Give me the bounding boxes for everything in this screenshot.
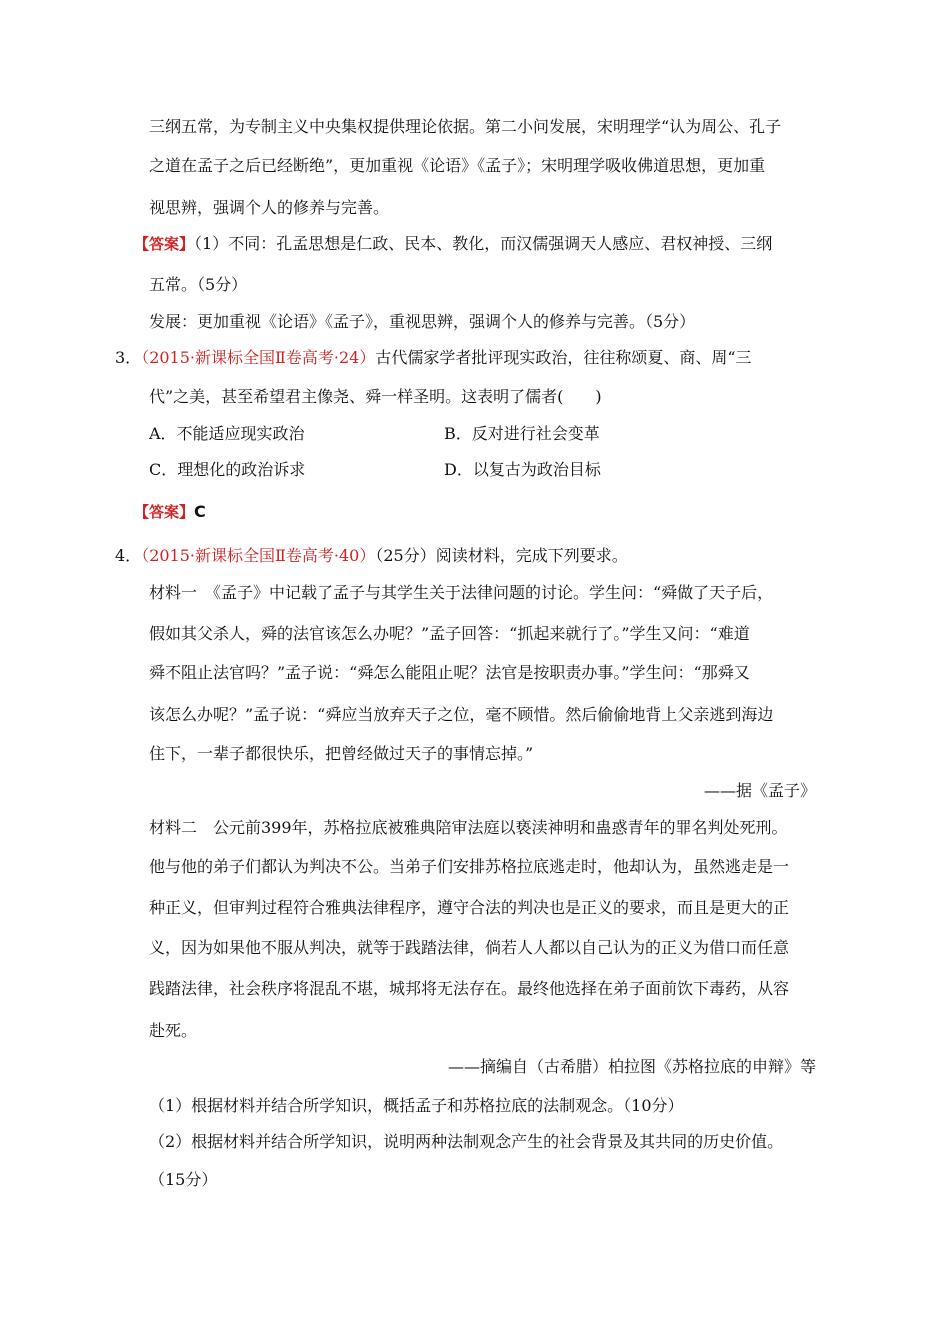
material-2-line: 践踏法律，社会秩序将混乱不堪，城邦将无法存在。最终他选择在弟子面前饮下毒药，从容 [149, 979, 790, 998]
answer-2-line-2: 五常。（5分） [149, 275, 248, 294]
requirement-2-score: （15分） [149, 1170, 218, 1189]
material-2-source: ——摘编自（古希腊）柏拉图《苏格拉底的申辩》等 [447, 1057, 816, 1076]
answer-tag: 【答案】 [134, 503, 195, 521]
material-1-line: 该怎么办呢？”孟子说：“舜应当放弃天子之位，毫不顾惜。然后偷偷地背上父亲逃到海边 [149, 705, 774, 724]
material-2-line: 义，因为如果他不服从判决，就等于践踏法律，倘若人人都以自己认为的正义为借口而任意 [149, 938, 790, 957]
question-4-source: （2015·新课标全国Ⅱ卷高考·40） [141, 546, 376, 565]
question-3-option-a: A．不能适应现实政治 [149, 424, 305, 443]
material-2-line: 他与他的弟子们都认为判决不公。当弟子们安排苏格拉底逃走时，他却认为，虽然逃走是一 [149, 857, 790, 876]
answer-tag: 【答案】 [134, 235, 195, 253]
question-3-number: 3． [115, 348, 142, 367]
question-3-answer-value: C [194, 502, 206, 521]
question-3-stem-line-1 [115, 347, 752, 369]
material-1-line: 住下，一辈子都很快乐，把曾经做过天子的事情忘掉。” [149, 744, 534, 763]
material-1-line: 假如其父杀人，舜的法官该怎么办呢？”孟子回答：“抓起来就行了。”学生又问：“难道 [149, 624, 750, 643]
answer-2-line-3: 发展：更加重视《论语》《孟子》，重视思辨，强调个人的修养与完善。（5分） [149, 312, 696, 331]
question-3-source: （2015·新课标全国Ⅱ卷高考·24） [141, 348, 376, 367]
material-2-line: 种正义，但审判过程符合雅典法律程序，遵守合法的判决也是正义的要求，而且是更大的正 [149, 898, 790, 917]
question-3-stem-line-2: 代”之美，甚至希望君主像尧、舜一样圣明。这表明了儒者( ) [149, 387, 602, 406]
material-2-line: 材料二 公元前399年，苏格拉底被雅典陪审法庭以亵渎神明和蛊惑青年的罪名判处死刑。 [149, 818, 788, 837]
material-1-line: 舜不阻止法官吗？”孟子说：“舜怎么能阻止呢？法官是按职责办事。”学生问：“那舜又 [149, 663, 750, 682]
requirement-1: （1）根据材料并结合所学知识，概括孟子和苏格拉底的法制观念。（10分） [149, 1096, 684, 1115]
answer-2-text-1: （1）不同：孔孟思想是仁政、民本、教化，而汉儒强调天人感应、君权神授、三纲 [194, 234, 773, 253]
question-3-option-c: C．理想化的政治诉求 [149, 460, 306, 479]
intro-line-2: 之道在孟子之后已经断绝”，更加重视《论语》《孟子》；宋明理学吸收佛道思想，更加重 [149, 156, 766, 175]
intro-line-1: 三纲五常，为专制主义中央集权提供理论依据。第二小问发展，宋明理学“认为周公、孔子 [149, 117, 782, 136]
material-1-source: ——据《孟子》 [703, 781, 816, 800]
requirement-2: （2）根据材料并结合所学知识，说明两种法制观念产生的社会背景及其共同的历史价值。 [149, 1132, 784, 1151]
question-3-option-b: B．反对进行社会变革 [444, 424, 600, 443]
question-3-answer [134, 501, 206, 523]
question-4-stem [115, 545, 628, 567]
question-3-stem-text-1: 古代儒家学者批评现实政治，往往称颂夏、商、周“三 [375, 348, 752, 367]
question-4-stem-text: （25分）阅读材料，完成下列要求。 [375, 546, 628, 565]
intro-line-3: 视思辨，强调个人的修养与完善。 [149, 198, 390, 217]
question-4-number: 4． [115, 546, 142, 565]
material-2-line: 赴死。 [149, 1021, 198, 1040]
material-1-line: 材料一 《孟子》中记载了孟子与其学生关于法律问题的讨论。学生问：“舜做了天子后， [149, 583, 774, 602]
answer-2-line-1 [134, 233, 772, 255]
question-3-option-d: D．以复古为政治目标 [444, 460, 601, 479]
